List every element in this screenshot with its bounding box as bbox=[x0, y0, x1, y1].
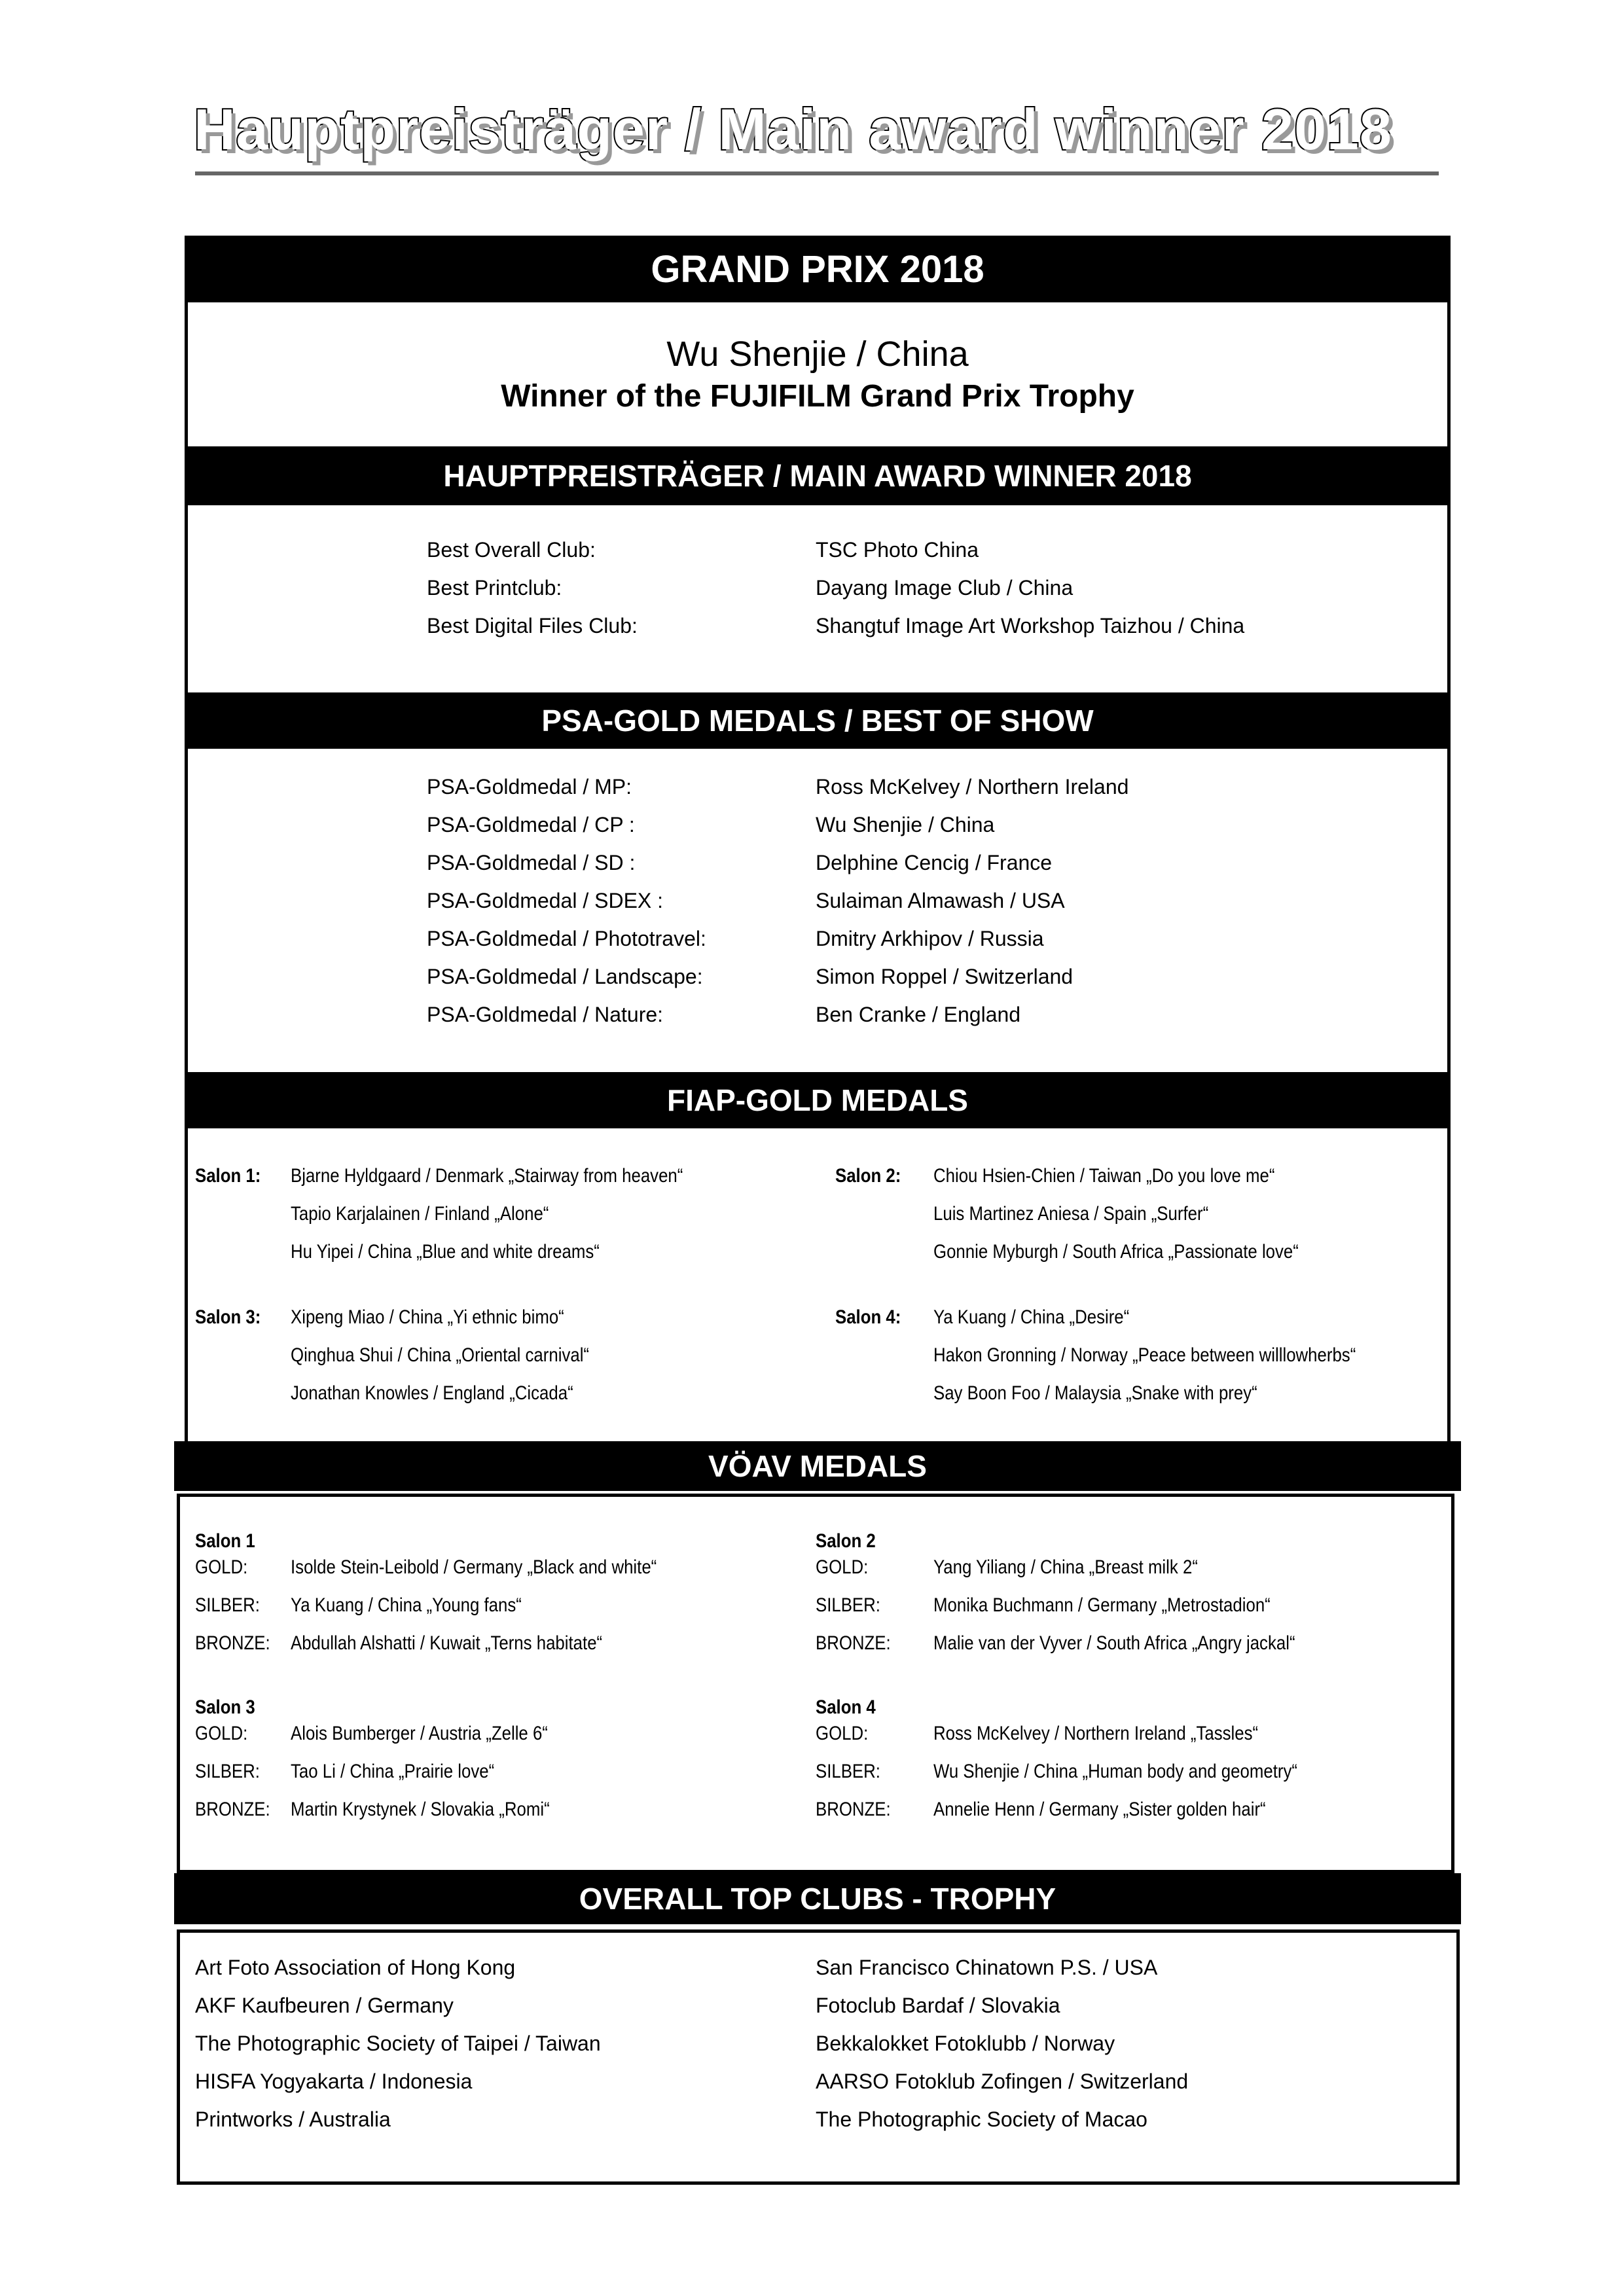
awards-frame bbox=[185, 236, 1451, 1445]
psa-label: PSA-Goldmedal / Phototravel: bbox=[427, 927, 706, 950]
top-club-item: San Francisco Chinatown P.S. / USA bbox=[816, 1956, 1158, 1979]
top-club-item: Art Foto Association of Hong Kong bbox=[195, 1956, 516, 1979]
fiap-entry: Tapio Karjalainen / Finland „Alone“ bbox=[291, 1203, 549, 1225]
fiap-entry: Hu Yipei / China „Blue and white dreams“ bbox=[291, 1241, 600, 1263]
voav-medal: BRONZE: bbox=[816, 1632, 891, 1654]
fiap-entry: Chiou Hsien-Chien / Taiwan „Do you love me“ bbox=[933, 1165, 1275, 1187]
fiap-salon-label: Salon 3: bbox=[195, 1306, 261, 1328]
main-award-value: Shangtuf Image Art Workshop Taizhou / China bbox=[816, 614, 1245, 637]
top-club-item: Printworks / Australia bbox=[195, 2108, 391, 2131]
fiap-entry: Say Boon Foo / Malaysia „Snake with prey“ bbox=[933, 1382, 1257, 1404]
grand-prix-trophy: Winner of the FUJIFILM Grand Prix Trophy bbox=[501, 379, 1134, 414]
psa-heading: PSA-GOLD MEDALS / BEST OF SHOW bbox=[541, 704, 1094, 738]
fiap-entry: Jonathan Knowles / England „Cicada“ bbox=[291, 1382, 573, 1404]
main-award-label: Best Printclub: bbox=[427, 576, 562, 600]
fiap-salon-label: Salon 1: bbox=[195, 1165, 261, 1187]
main-award-heading: HAUPTPREISTRÄGER / MAIN AWARD WINNER 2018 bbox=[443, 459, 1192, 493]
voav-salon-label: Salon 4 bbox=[816, 1696, 876, 1718]
psa-value: Ross McKelvey / Northern Ireland bbox=[816, 775, 1129, 798]
voav-medal: GOLD: bbox=[816, 1723, 869, 1744]
psa-value: Sulaiman Almawash / USA bbox=[816, 889, 1065, 912]
voav-medal: GOLD: bbox=[195, 1723, 248, 1744]
top-club-item: HISFA Yogyakarta / Indonesia bbox=[195, 2070, 473, 2093]
main-award-value: TSC Photo China bbox=[816, 538, 979, 562]
voav-entry: Monika Buchmann / Germany „Metrostadion“ bbox=[933, 1594, 1271, 1616]
voav-entry: Yang Yiliang / China „Breast milk 2“ bbox=[933, 1556, 1198, 1578]
psa-value: Simon Roppel / Switzerland bbox=[816, 965, 1074, 988]
fiap-entry: Ya Kuang / China „Desire“ bbox=[933, 1306, 1130, 1328]
voav-entry: Martin Krystynek / Slovakia „Romi“ bbox=[291, 1799, 550, 1820]
voav-heading: VÖAV MEDALS bbox=[708, 1449, 927, 1483]
page-title: Hauptpreisträger / Main award winner 2018 bbox=[194, 97, 1392, 162]
psa-label: PSA-Goldmedal / SD : bbox=[427, 851, 636, 874]
psa-label: PSA-Goldmedal / Landscape: bbox=[427, 965, 703, 988]
main-award-value: Dayang Image Club / China bbox=[816, 576, 1074, 600]
voav-header bbox=[174, 1441, 1461, 1491]
main-award-header bbox=[186, 446, 1449, 505]
voav-salon-label: Salon 2 bbox=[816, 1530, 876, 1552]
psa-value: Wu Shenjie / China bbox=[816, 813, 995, 836]
psa-label: PSA-Goldmedal / MP: bbox=[427, 775, 632, 798]
psa-value: Delphine Cencig / France bbox=[816, 851, 1053, 874]
voav-entry: Annelie Henn / Germany „Sister golden hair“ bbox=[933, 1799, 1266, 1820]
fiap-entry: Bjarne Hyldgaard / Denmark „Stairway from heaven“ bbox=[291, 1165, 683, 1187]
top-clubs-heading: OVERALL TOP CLUBS - TROPHY bbox=[579, 1882, 1056, 1916]
voav-medal: BRONZE: bbox=[816, 1799, 891, 1820]
psa-label: PSA-Goldmedal / CP : bbox=[427, 813, 635, 836]
fiap-salon-label: Salon 2: bbox=[835, 1165, 901, 1187]
fiap-entry: Gonnie Myburgh / South Africa „Passionate love“ bbox=[933, 1241, 1299, 1263]
voav-salon-label: Salon 3 bbox=[195, 1696, 255, 1718]
psa-label: PSA-Goldmedal / Nature: bbox=[427, 1003, 664, 1026]
psa-value: Dmitry Arkhipov / Russia bbox=[816, 927, 1044, 950]
psa-value: Ben Cranke / England bbox=[816, 1003, 1021, 1026]
fiap-header bbox=[186, 1072, 1449, 1128]
grand-prix-heading: GRAND PRIX 2018 bbox=[651, 248, 984, 291]
voav-entry: Alois Bumberger / Austria „Zelle 6“ bbox=[291, 1723, 548, 1744]
top-club-item: AKF Kaufbeuren / Germany bbox=[195, 1994, 454, 2017]
fiap-entry: Hakon Gronning / Norway „Peace between willlowherbs“ bbox=[933, 1344, 1356, 1366]
voav-entry: Ross McKelvey / Northern Ireland „Tassles“ bbox=[933, 1723, 1259, 1744]
fiap-heading: FIAP-GOLD MEDALS bbox=[667, 1083, 968, 1117]
voav-medal: BRONZE: bbox=[195, 1799, 270, 1820]
voav-entry: Tao Li / China „Prairie love“ bbox=[291, 1761, 495, 1782]
voav-entry: Ya Kuang / China „Young fans“ bbox=[291, 1594, 522, 1616]
grand-prix-header bbox=[186, 237, 1449, 302]
title-underline bbox=[195, 171, 1439, 175]
voav-salon-label: Salon 1 bbox=[195, 1530, 255, 1552]
top-clubs-header bbox=[174, 1873, 1461, 1924]
top-club-item: AARSO Fotoklub Zofingen / Switzerland bbox=[816, 2070, 1189, 2093]
fiap-entry: Qinghua Shui / China „Oriental carnival“ bbox=[291, 1344, 590, 1366]
fiap-entry: Luis Martinez Aniesa / Spain „Surfer“ bbox=[933, 1203, 1209, 1225]
voav-medal: BRONZE: bbox=[195, 1632, 270, 1654]
voav-entry: Malie van der Vyver / South Africa „Angry jackal“ bbox=[933, 1632, 1295, 1654]
top-club-item: Fotoclub Bardaf / Slovakia bbox=[816, 1994, 1060, 2017]
voav-entry: Abdullah Alshatti / Kuwait „Terns habitate“ bbox=[291, 1632, 603, 1654]
main-award-label: Best Overall Club: bbox=[427, 538, 596, 562]
main-award-label: Best Digital Files Club: bbox=[427, 614, 638, 637]
voav-entry: Isolde Stein-Leibold / Germany „Black and white“ bbox=[291, 1556, 657, 1578]
voav-entry: Wu Shenjie / China „Human body and geometry“ bbox=[933, 1761, 1297, 1782]
voav-medal: GOLD: bbox=[195, 1556, 248, 1578]
fiap-salon-label: Salon 4: bbox=[835, 1306, 901, 1328]
top-club-item: The Photographic Society of Macao bbox=[816, 2108, 1147, 2131]
voav-medal: SILBER: bbox=[195, 1761, 260, 1782]
fiap-entry: Xipeng Miao / China „Yi ethnic bimo“ bbox=[291, 1306, 564, 1328]
psa-header bbox=[186, 692, 1449, 749]
top-club-item: Bekkalokket Fotoklubb / Norway bbox=[816, 2032, 1115, 2055]
top-club-item: The Photographic Society of Taipei / Taiwan bbox=[195, 2032, 601, 2055]
voav-medal: GOLD: bbox=[816, 1556, 869, 1578]
voav-medal: SILBER: bbox=[816, 1594, 880, 1616]
voav-medal: SILBER: bbox=[195, 1594, 260, 1616]
grand-prix-winner: Wu Shenjie / China bbox=[666, 334, 969, 374]
psa-label: PSA-Goldmedal / SDEX : bbox=[427, 889, 664, 912]
voav-medal: SILBER: bbox=[816, 1761, 880, 1782]
